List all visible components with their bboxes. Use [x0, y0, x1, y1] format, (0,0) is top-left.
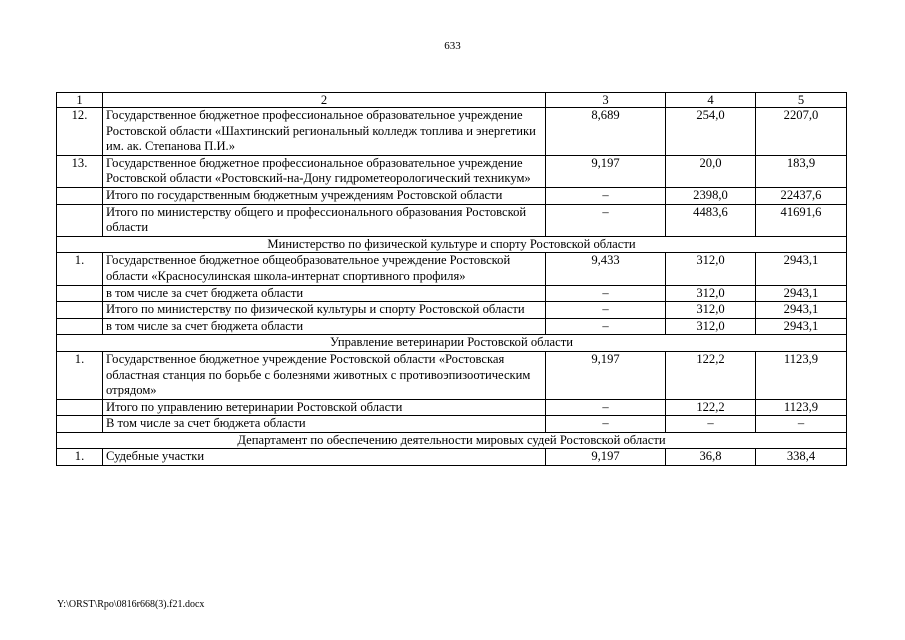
table-row: [57, 399, 847, 416]
row-col3-cell: 9,197: [546, 449, 666, 466]
row-col5-cell: 2943,1: [756, 318, 847, 335]
section-header-row: [57, 335, 847, 352]
row-col3-cell: –: [546, 416, 666, 433]
row-col4-cell: 312,0: [666, 302, 756, 319]
row-number-cell: [57, 187, 103, 204]
header-col-1: 1: [57, 93, 103, 108]
table-row: [57, 318, 847, 335]
row-col4-cell: 20,0: [666, 155, 756, 187]
row-name-cell: Итого по министерству по физической культуры и спорту Ростовской области: [103, 302, 546, 319]
header-col-2: 2: [103, 93, 546, 108]
row-col4-cell: 312,0: [666, 318, 756, 335]
row-col4-cell: 4483,6: [666, 204, 756, 236]
row-col3-cell: 9,197: [546, 155, 666, 187]
row-col3-cell: 9,433: [546, 253, 666, 285]
row-name-cell: Государственное бюджетное общеобразовательное учреждение Ростовской области «Красносулинская школа-интернат спортивного профиля»: [103, 253, 546, 285]
table-row: [57, 253, 847, 285]
header-col-5: 5: [756, 93, 847, 108]
row-number-cell: 12.: [57, 108, 103, 156]
row-col3-cell: –: [546, 302, 666, 319]
row-name-cell: Итого по государственным бюджетным учреждениям Ростовской области: [103, 187, 546, 204]
row-col4-cell: 122,2: [666, 399, 756, 416]
row-number-cell: 1.: [57, 449, 103, 466]
row-col4-cell: 36,8: [666, 449, 756, 466]
row-col3-cell: –: [546, 285, 666, 302]
row-col3-cell: –: [546, 204, 666, 236]
row-number-cell: 1.: [57, 253, 103, 285]
row-col5-cell: 1123,9: [756, 351, 847, 399]
row-col5-cell: 2943,1: [756, 285, 847, 302]
row-name-cell: в том числе за счет бюджета области: [103, 318, 546, 335]
row-col3-cell: –: [546, 399, 666, 416]
table-row: [57, 351, 847, 399]
table-row: [57, 416, 847, 433]
row-col3-cell: 9,197: [546, 351, 666, 399]
row-col4-cell: 2398,0: [666, 187, 756, 204]
row-col5-cell: 183,9: [756, 155, 847, 187]
section-title: Министерство по физической культуре и спорту Ростовской области: [57, 236, 847, 253]
row-col5-cell: –: [756, 416, 847, 433]
row-col4-cell: 312,0: [666, 285, 756, 302]
row-number-cell: [57, 204, 103, 236]
row-name-cell: Государственное бюджетное профессиональное образовательное учреждение Ростовской области «Шахтинский региональный колледж топлива и энергетики им. ак. Степанова П.И.»: [103, 108, 546, 156]
row-number-cell: [57, 302, 103, 319]
table-header-row: [57, 93, 847, 108]
section-title: Управление ветеринарии Ростовской области: [57, 335, 847, 352]
row-name-cell: Итого по управлению ветеринарии Ростовской области: [103, 399, 546, 416]
row-col4-cell: –: [666, 416, 756, 433]
file-path-footer: Y:\ORST\Rpo\0816r668(3).f21.docx: [57, 599, 205, 610]
row-number-cell: 13.: [57, 155, 103, 187]
row-col4-cell: 254,0: [666, 108, 756, 156]
row-col5-cell: 2943,1: [756, 302, 847, 319]
table-row: [57, 204, 847, 236]
row-col5-cell: 2207,0: [756, 108, 847, 156]
row-col3-cell: 8,689: [546, 108, 666, 156]
row-col5-cell: 338,4: [756, 449, 847, 466]
row-col5-cell: 22437,6: [756, 187, 847, 204]
row-number-cell: [57, 416, 103, 433]
row-name-cell: в том числе за счет бюджета области: [103, 285, 546, 302]
section-header-row: [57, 432, 847, 449]
page-number: 633: [444, 40, 461, 52]
header-col-4: 4: [666, 93, 756, 108]
row-col3-cell: –: [546, 318, 666, 335]
row-number-cell: [57, 285, 103, 302]
budget-table: [56, 92, 847, 466]
section-title: Департамент по обеспечению деятельности мировых судей Ростовской области: [57, 432, 847, 449]
row-number-cell: 1.: [57, 351, 103, 399]
row-name-cell: Итого по министерству общего и профессионального образования Ростовской области: [103, 204, 546, 236]
table-row: [57, 155, 847, 187]
row-col4-cell: 122,2: [666, 351, 756, 399]
table-row: [57, 302, 847, 319]
row-col5-cell: 41691,6: [756, 204, 847, 236]
table-row: [57, 449, 847, 466]
table-row: [57, 187, 847, 204]
row-name-cell: Государственное бюджетное профессиональное образовательное учреждение Ростовской области «Ростовский-на-Дону гидрометеорологический техникум»: [103, 155, 546, 187]
row-col5-cell: 1123,9: [756, 399, 847, 416]
row-name-cell: Судебные участки: [103, 449, 546, 466]
section-header-row: [57, 236, 847, 253]
row-name-cell: Государственное бюджетное учреждение Ростовской области «Ростовская областная станция по борьбе с болезнями животных с противоэпизоотическим отрядом»: [103, 351, 546, 399]
row-name-cell: В том числе за счет бюджета области: [103, 416, 546, 433]
row-col3-cell: –: [546, 187, 666, 204]
row-col5-cell: 2943,1: [756, 253, 847, 285]
header-col-3: 3: [546, 93, 666, 108]
row-col4-cell: 312,0: [666, 253, 756, 285]
table-row: [57, 108, 847, 156]
row-number-cell: [57, 399, 103, 416]
table-row: [57, 285, 847, 302]
row-number-cell: [57, 318, 103, 335]
